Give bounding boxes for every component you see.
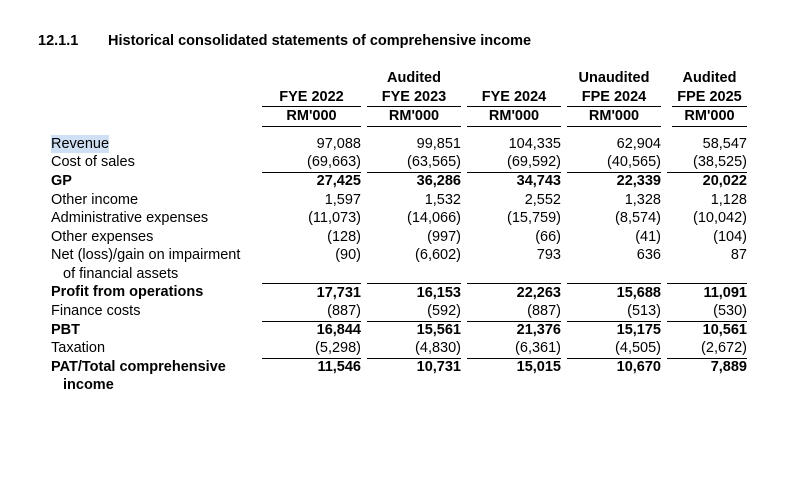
row-value: 36,286 (416, 172, 461, 189)
row-value: 15,688 (567, 283, 661, 303)
row-value: (69,663) (262, 153, 361, 173)
row-value: 16,844 (316, 321, 361, 338)
row-value: 62,904 (616, 135, 661, 152)
row-value: 15,175 (616, 321, 661, 338)
row-label: Taxation (51, 340, 106, 357)
row-value: (104) (713, 228, 747, 245)
row-label-line2: of financial assets (63, 265, 179, 282)
row-value: 1,597 (324, 191, 361, 208)
row-label: Cost of sales (51, 154, 135, 171)
row-value: (5,298) (262, 339, 361, 359)
row-value: 99,851 (416, 135, 461, 152)
row-value: (10,042) (692, 210, 747, 227)
row-value: 10,670 (616, 358, 661, 375)
row-label: Administrative expenses (51, 210, 209, 227)
column-status: Unaudited (578, 70, 650, 86)
row-value: (4,505) (567, 339, 661, 359)
row-value: 27,425 (316, 172, 361, 189)
row-value: 22,339 (616, 172, 661, 189)
column-period: FPE 2025 (677, 88, 742, 105)
column-unit: RM'000 (467, 106, 561, 127)
row-value: (63,565) (367, 153, 461, 173)
column-period: FYE 2023 (381, 88, 447, 105)
row-label-line2: income (63, 377, 114, 394)
row-value: 1,532 (424, 191, 461, 208)
column-period: FPE 2024 (581, 88, 647, 105)
row-value: 2,552 (524, 191, 561, 208)
row-value: (38,525) (667, 153, 747, 173)
row-label: PBT (51, 321, 80, 338)
row-value: (997) (427, 228, 461, 245)
row-label: Profit from operations (51, 284, 204, 301)
row-label (51, 358, 226, 395)
column-unit: RM'000 (262, 106, 361, 127)
row-value: 58,547 (702, 135, 747, 152)
row-value: (15,759) (506, 210, 561, 227)
row-label (51, 246, 240, 283)
row-value: 97,088 (316, 135, 361, 152)
row-value: 10,561 (702, 321, 747, 338)
section-number: 12.1.1 (38, 33, 79, 49)
row-value: 11,546 (317, 358, 361, 375)
row-value: 1,128 (710, 191, 747, 208)
row-value: (6,361) (467, 339, 561, 359)
row-label-line1: Net (loss)/gain on impairment (51, 247, 241, 264)
row-value: 16,153 (367, 283, 461, 303)
row-value: (6,602) (415, 247, 461, 264)
row-value: 15,015 (516, 358, 561, 375)
row-value: (530) (667, 302, 747, 322)
column-status: Audited (387, 70, 441, 86)
row-value: (14,066) (406, 210, 461, 227)
row-value: 15,561 (416, 321, 461, 338)
row-value: 22,263 (467, 283, 561, 303)
row-value: (69,592) (467, 153, 561, 173)
row-value: 20,022 (702, 172, 747, 189)
row-value: (887) (262, 302, 361, 322)
column-unit: RM'000 (367, 106, 461, 127)
row-label: GP (51, 172, 72, 189)
column-unit: RM'000 (567, 106, 661, 127)
row-value: (2,672) (667, 339, 747, 359)
row-value: 17,731 (262, 283, 361, 303)
row-label: Other income (51, 191, 139, 208)
row-label: Revenue (51, 135, 110, 152)
row-value: (66) (535, 228, 561, 245)
column-status: Audited (682, 70, 737, 86)
row-value: 7,889 (710, 358, 747, 375)
row-value: (40,565) (567, 153, 661, 173)
column-period: FYE 2022 (279, 88, 344, 105)
section-title: Historical consolidated statements of comprehensive income (108, 33, 532, 49)
row-value: (41) (635, 228, 661, 245)
row-label: Other expenses (51, 228, 154, 245)
row-value: 1,328 (624, 191, 661, 208)
row-value: (592) (367, 302, 461, 322)
row-value: (8,574) (615, 210, 661, 227)
row-value: 10,731 (416, 358, 461, 375)
section-heading (38, 33, 531, 49)
row-value: (887) (467, 302, 561, 322)
row-value: (90) (335, 247, 361, 264)
row-value: (11,073) (308, 210, 361, 227)
row-value: 11,091 (667, 283, 747, 303)
row-label-line1: PAT/Total comprehensive (51, 358, 226, 375)
row-value: (513) (567, 302, 661, 322)
row-label: Finance costs (51, 302, 141, 319)
row-value: 793 (536, 247, 561, 264)
row-value: 87 (730, 247, 747, 264)
row-value: (4,830) (367, 339, 461, 359)
column-unit: RM'000 (672, 106, 747, 127)
row-value: (128) (327, 228, 361, 245)
column-period: FYE 2024 (481, 88, 547, 105)
row-value: 636 (636, 247, 661, 264)
row-value: 21,376 (516, 321, 561, 338)
row-value: 104,335 (508, 135, 561, 152)
row-value: 34,743 (516, 172, 561, 189)
